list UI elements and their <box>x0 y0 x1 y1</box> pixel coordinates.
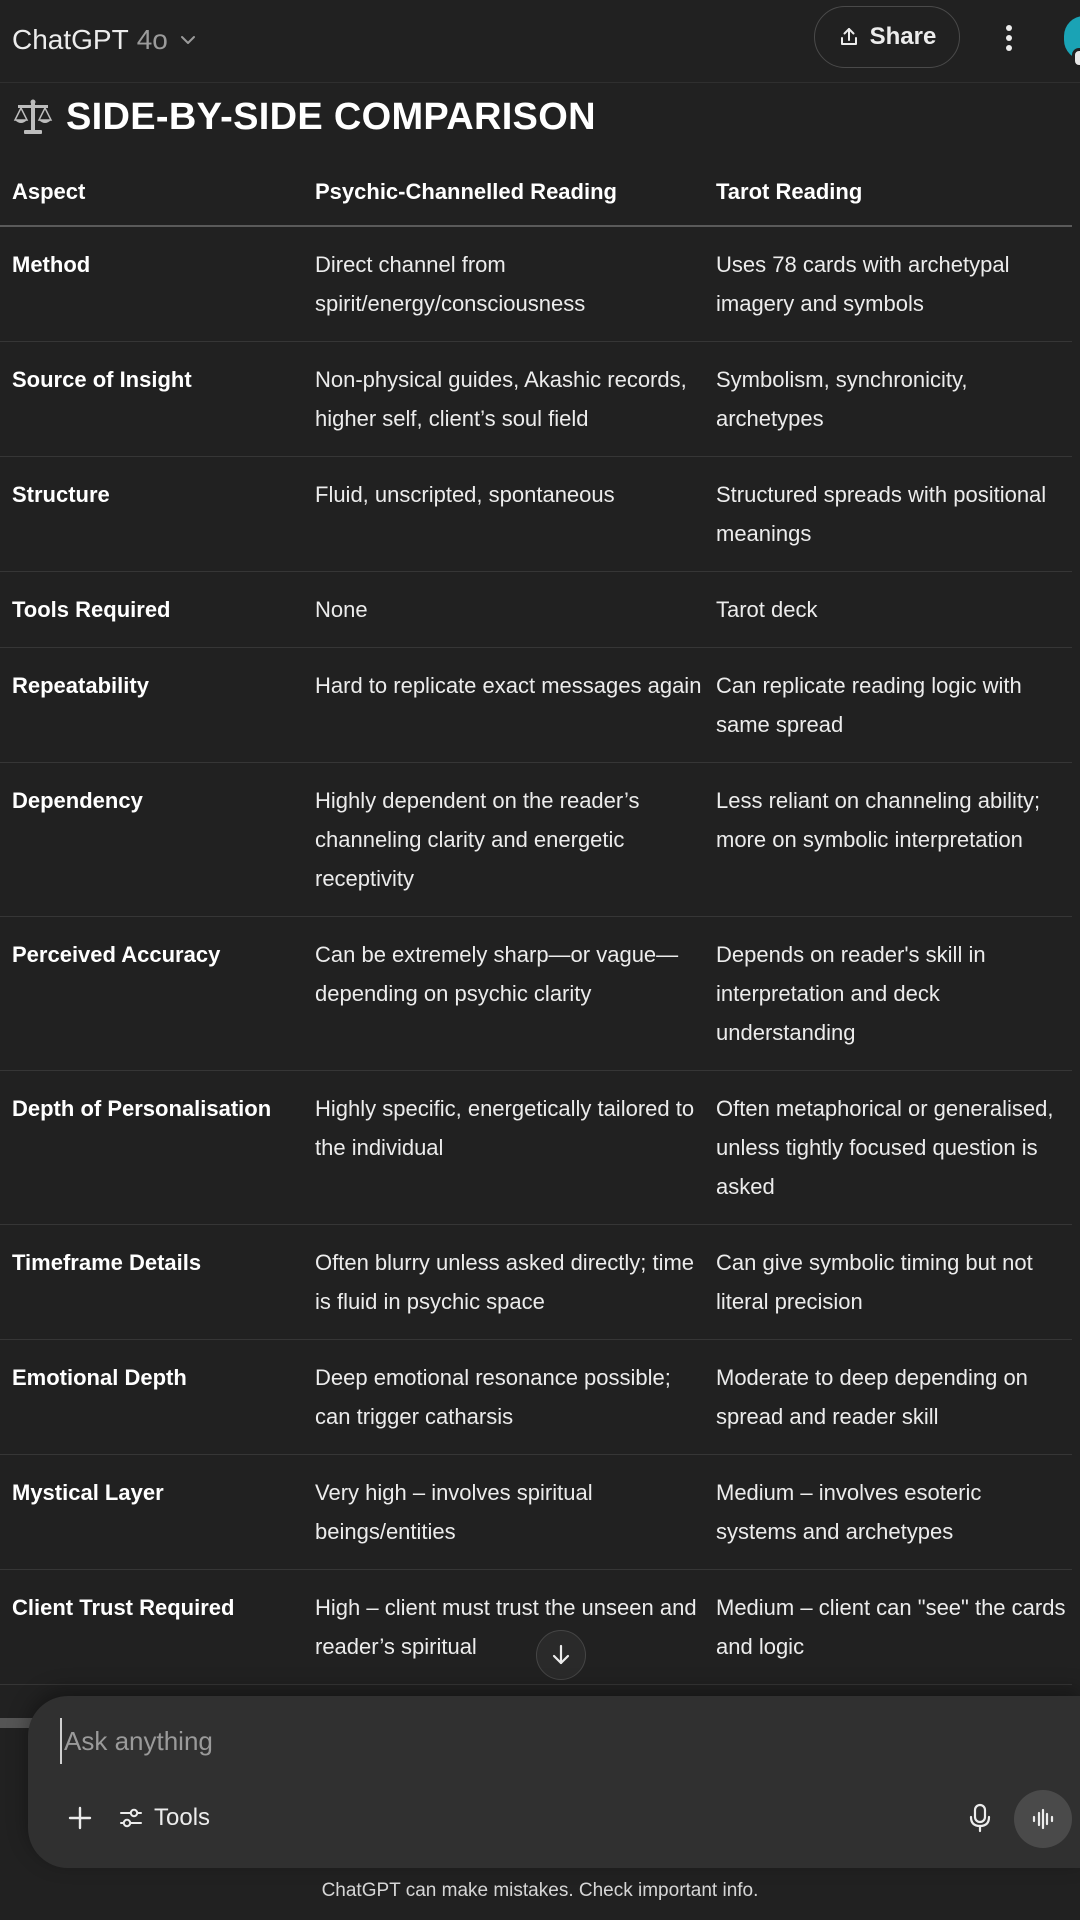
table-row <box>0 1455 1072 1570</box>
model-selector[interactable] <box>12 18 198 62</box>
comparison-table-container[interactable] <box>0 160 1080 1700</box>
model-version: 4o <box>136 24 168 55</box>
cell-psychic: Non-physical guides, Akashic records, higher self, client’s soul field <box>315 342 716 457</box>
table-row <box>0 342 1072 457</box>
tools-label: Tools <box>154 1804 211 1831</box>
cell-psychic: Direct channel from spirit/energy/consciousness <box>315 226 716 342</box>
cell-aspect: Structure <box>0 457 315 572</box>
cell-aspect: Timeframe Details <box>0 1225 315 1340</box>
cell-aspect: Emotional Depth <box>0 1340 315 1455</box>
cell-tarot: Symbolism, synchronicity, archetypes <box>716 342 1072 457</box>
cell-psychic: Very high – involves spiritual beings/entities <box>315 1455 716 1570</box>
share-label: Share <box>869 23 937 50</box>
cell-aspect: Tools Required <box>0 572 315 648</box>
voice-mode-button[interactable] <box>1014 1790 1072 1848</box>
cell-tarot: Uses 78 cards with archetypal imagery and symbols <box>716 226 1072 342</box>
cell-psychic: Deep emotional resonance possible; can trigger catharsis <box>315 1340 716 1455</box>
dictate-button[interactable] <box>958 1796 1002 1840</box>
cell-psychic: High – client must trust the unseen and reader’s spiritual <box>315 1570 716 1685</box>
cell-tarot: Structured spreads with positional meanings <box>716 457 1072 572</box>
cell-aspect: Mystical Layer <box>0 1455 315 1570</box>
cell-psychic: Hard to replicate exact messages again <box>315 648 716 763</box>
cell-aspect: Perceived Accuracy <box>0 917 315 1071</box>
cell-aspect: Dependency <box>0 763 315 917</box>
cell-tarot: Often metaphorical or generalised, unless tightly focused question is asked <box>716 1071 1072 1225</box>
scroll-to-bottom-button[interactable] <box>536 1630 586 1680</box>
top-bar <box>0 0 1080 83</box>
balance-scale-icon <box>12 96 54 138</box>
attach-button[interactable] <box>58 1796 102 1840</box>
vertical-dots-icon <box>1004 23 1014 53</box>
cell-psychic: Highly dependent on the reader’s channeling clarity and energetic receptivity <box>315 763 716 917</box>
cell-aspect: Method <box>0 226 315 342</box>
microphone-icon <box>968 1803 992 1833</box>
message-input[interactable] <box>60 1718 966 1764</box>
table-header-row <box>0 160 1072 226</box>
cell-psychic: Highly specific, energetically tailored to the individual <box>315 1071 716 1225</box>
table-row <box>0 457 1072 572</box>
table-row <box>0 226 1072 342</box>
message-composer <box>28 1696 1080 1868</box>
cell-tarot: Moderate to deep depending on spread and reader skill <box>716 1340 1072 1455</box>
cell-psychic: None <box>315 572 716 648</box>
table-row <box>0 648 1072 763</box>
plus-icon <box>67 1805 93 1831</box>
cell-tarot: Medium – involves esoteric systems and archetypes <box>716 1455 1072 1570</box>
cell-tarot: Tarot deck <box>716 572 1072 648</box>
column-header-aspect: Aspect <box>0 160 315 226</box>
column-header-psychic: Psychic-Channelled Reading <box>315 160 716 226</box>
cell-psychic: Fluid, unscripted, spontaneous <box>315 457 716 572</box>
sliders-icon <box>118 1805 144 1831</box>
table-row <box>0 1225 1072 1340</box>
chevron-down-icon <box>178 30 198 50</box>
cell-psychic: Can be extremely sharp—or vague—depending on psychic clarity <box>315 917 716 1071</box>
comparison-table <box>0 160 1072 1685</box>
share-icon <box>838 26 860 48</box>
table-row <box>0 1570 1072 1685</box>
column-header-tarot: Tarot Reading <box>716 160 1072 226</box>
cell-tarot: Medium – client can "see" the cards and logic <box>716 1570 1072 1685</box>
tools-button[interactable] <box>118 1796 210 1840</box>
table-row <box>0 1340 1072 1455</box>
section-title: SIDE-BY-SIDE COMPARISON <box>66 95 596 138</box>
cell-tarot: Can give symbolic timing but not literal precision <box>716 1225 1072 1340</box>
cell-aspect: Client Trust Required <box>0 1570 315 1685</box>
share-button[interactable] <box>814 6 960 68</box>
waveform-icon <box>1030 1808 1056 1830</box>
section-heading <box>12 92 596 142</box>
disclaimer-text: ChatGPT can make mistakes. Check important info. <box>321 1880 759 1901</box>
cell-aspect: Depth of Personalisation <box>0 1071 315 1225</box>
status-dot <box>1072 48 1080 68</box>
cell-aspect: Repeatability <box>0 648 315 763</box>
cell-tarot: Less reliant on channeling ability; more on symbolic interpretation <box>716 763 1072 917</box>
cell-psychic: Often blurry unless asked directly; time is fluid in psychic space <box>315 1225 716 1340</box>
table-row <box>0 917 1072 1071</box>
table-row <box>0 572 1072 648</box>
cell-aspect: Source of Insight <box>0 342 315 457</box>
cell-tarot: Can replicate reading logic with same spread <box>716 648 1072 763</box>
arrow-down-icon <box>550 1643 572 1667</box>
table-row <box>0 763 1072 917</box>
more-options-button[interactable] <box>992 16 1026 60</box>
cell-tarot: Depends on reader's skill in interpretation and deck understanding <box>716 917 1072 1071</box>
model-name: ChatGPT <box>12 24 129 55</box>
table-row <box>0 1071 1072 1225</box>
